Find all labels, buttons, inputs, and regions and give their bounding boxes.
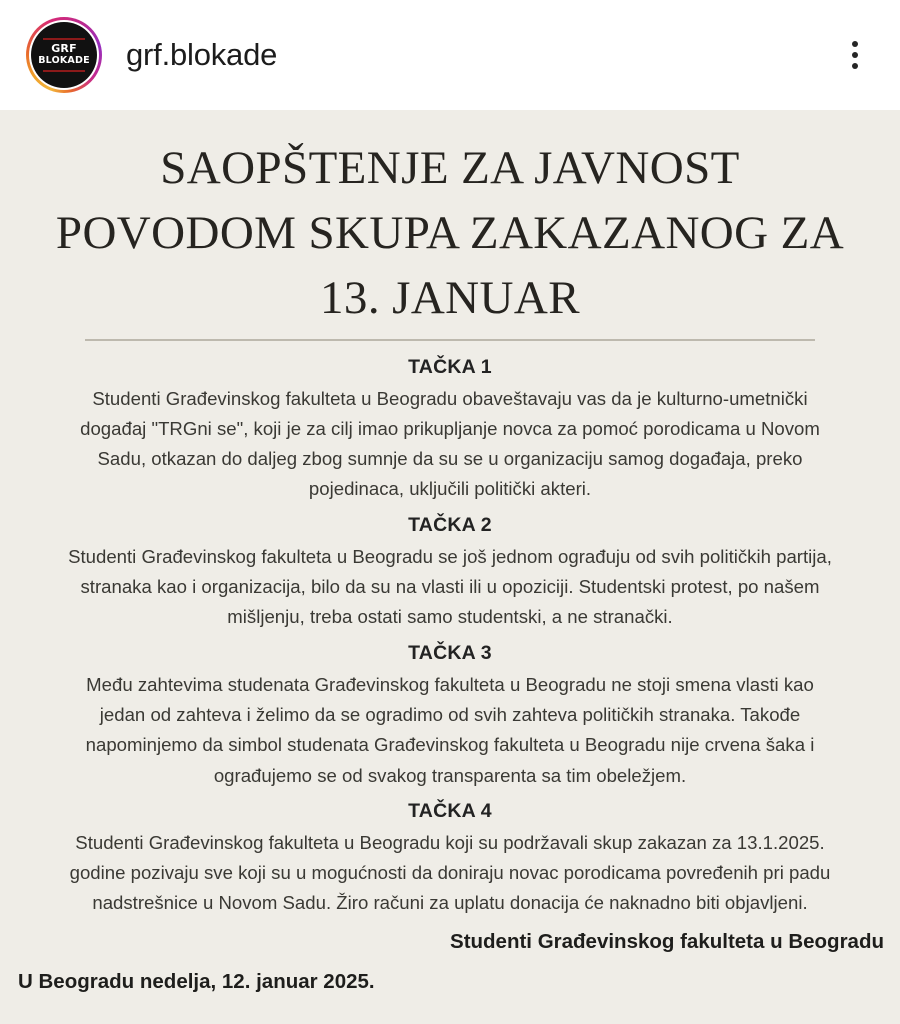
section-body-2: Studenti Građevinskog fakulteta u Beogradu se još jednom ograđuju od svih političkih partija, stranaka kao i organizacija, bilo da su na vlasti ili u opoziciji. Studentski protest, po našem mišljenju, treba ostati samo studentski, a ne stranački. (68, 545, 832, 628)
avatar-logo-line-2: BLOKADE (38, 55, 90, 66)
section-heading-2: TAČKA 2 (408, 513, 492, 536)
section-body-3: Među zahtevima studenata Građevinskog fakulteta u Beogradu ne stoji smena vlasti kao jedan od zahteva i želimo da se ogradimo od svih zahteva političkih stranaka. Takođe napominjemo da simbol studenata Građevinskog fakulteta u Beogradu nije crvena šaka i ograđujemo se od svakog transparenta sa tim obeležjem. (85, 673, 815, 786)
footer-signature: Studenti Građevinskog fakulteta u Beogradu (450, 930, 884, 953)
section-heading-1: TAČKA 1 (408, 355, 492, 378)
poster-title: SAOPŠTENJE ZA JAVNOST POVODOM SKUPA ZAKAZANOG ZA 13. JANUAR (55, 142, 845, 324)
section-heading-4: TAČKA 4 (408, 799, 492, 822)
more-options-icon[interactable] (848, 37, 862, 73)
avatar-rule-top (43, 38, 85, 40)
dot-1 (852, 41, 858, 47)
section-body-4: Studenti Građevinskog fakulteta u Beogradu koji su podržavali skup zakazan za 13.1.2025. godine pozivaju sve koji su u mogućnosti da doniraju novac porodicama povređenih pri padu nadstrešnice u Novom Sadu. Žiro računi za uplatu donacija će naknadno biti objavljeni. (69, 831, 831, 914)
dot-2 (852, 52, 858, 58)
avatar-rule-bottom (43, 70, 85, 72)
section-body-1: Studenti Građevinskog fakulteta u Beogradu obaveštavaju vas da je kulturno-umetnički događaj "TRGni se", koji je za cilj imao prikupljanje novca za pomoć porodicama u Novom Sadu, otkazan do daljeg zbog sumnje da su se u organizaciju samog događaja, preko pojedinaca, uključili politički akteri. (80, 387, 820, 500)
avatar[interactable] (26, 17, 102, 93)
footer-place-date: U Beogradu nedelja, 12. januar 2025. (18, 970, 375, 993)
post-image[interactable] (0, 110, 900, 1024)
avatar-image (31, 22, 97, 88)
post-header (0, 0, 900, 110)
poster-footer (0, 930, 900, 1016)
avatar-ring (29, 20, 99, 90)
poster-body (0, 341, 900, 919)
section-heading-3: TAČKA 3 (408, 641, 492, 664)
avatar-logo-line-1: GRF (51, 42, 77, 55)
account-username[interactable]: grf.blokade (126, 37, 278, 72)
dot-3 (852, 63, 858, 69)
